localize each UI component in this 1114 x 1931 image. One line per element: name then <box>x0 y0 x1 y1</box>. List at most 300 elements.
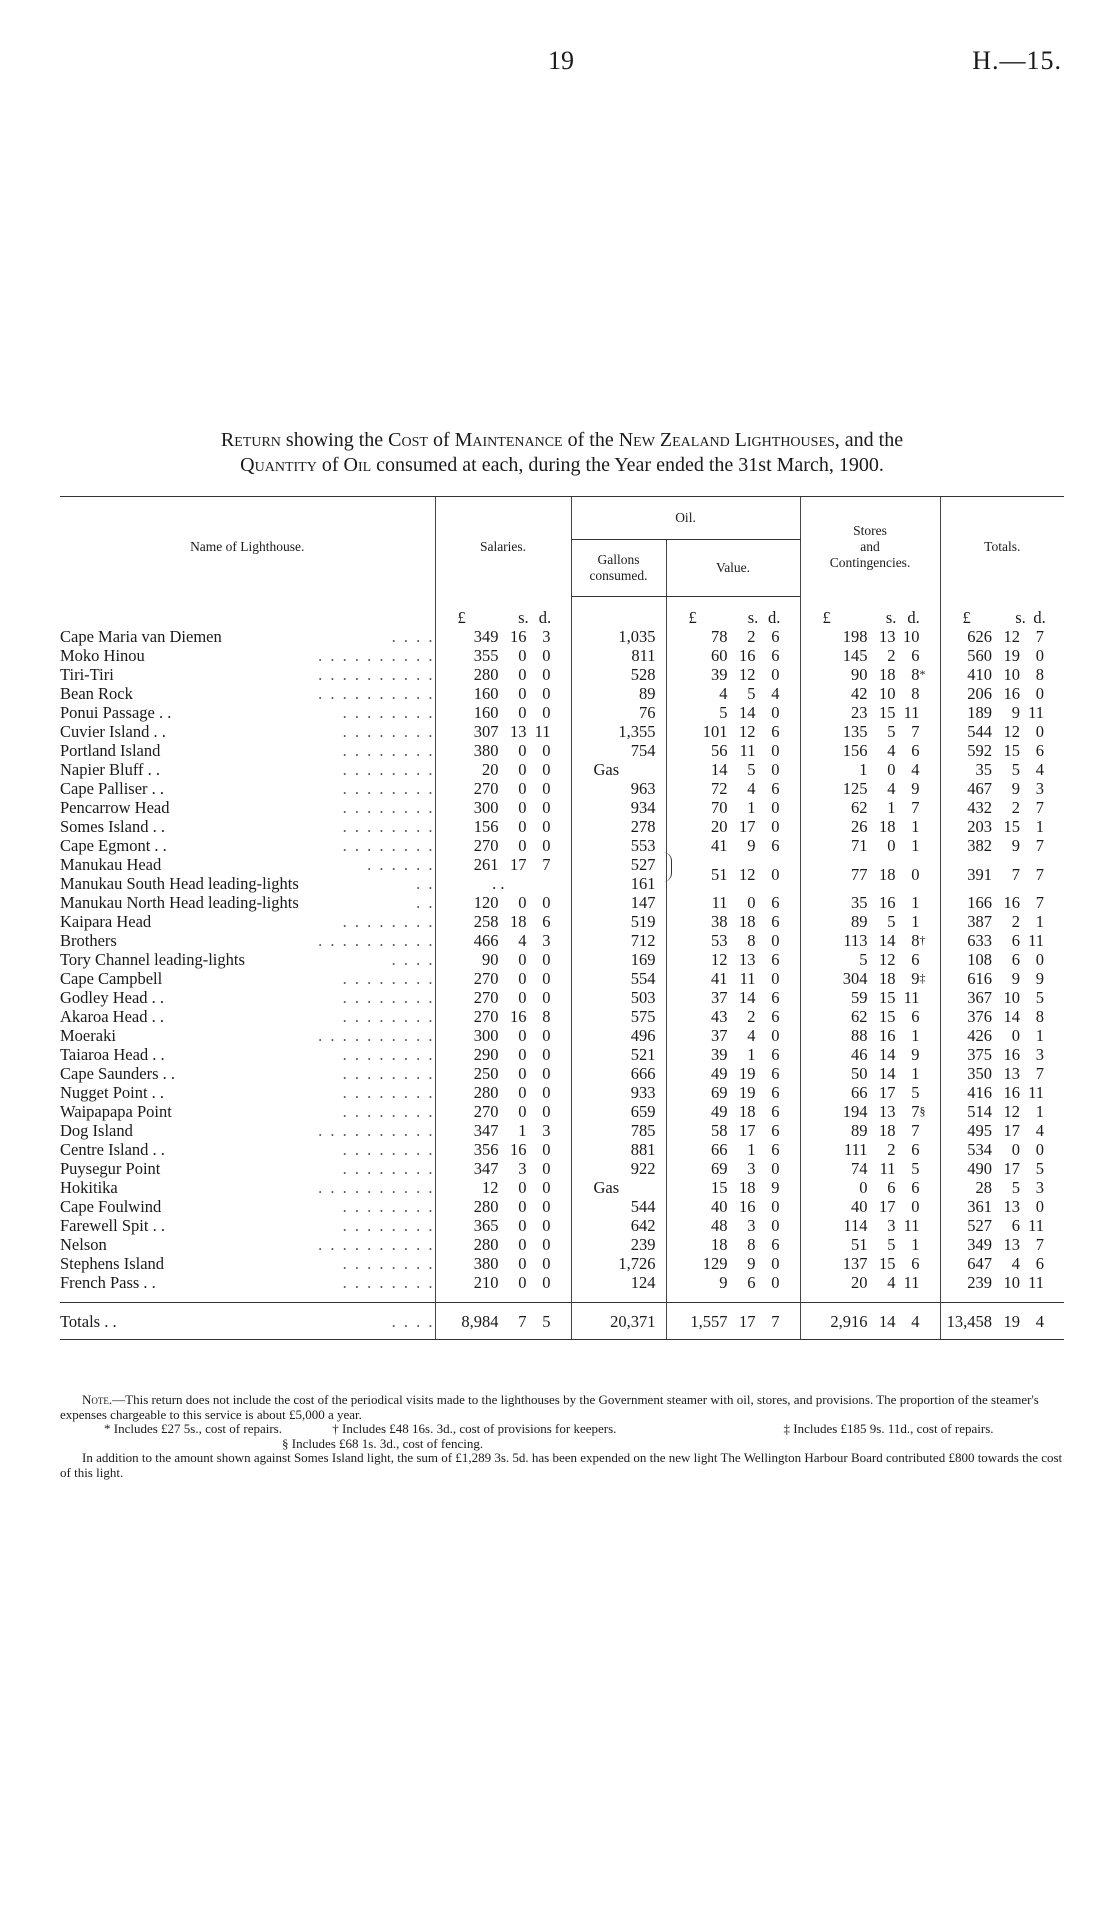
pounds: 41 <box>711 836 728 855</box>
gallons-cell <box>571 1140 666 1159</box>
pence: 5 <box>1035 1159 1045 1178</box>
unit-shilling: s. <box>1015 607 1026 627</box>
totals-cell <box>940 665 1064 684</box>
totals-cell <box>940 1064 1064 1083</box>
leader-dots: . . . . . . . . <box>342 741 435 760</box>
shillings: 14 <box>879 931 896 950</box>
shillings: 0 <box>887 836 896 855</box>
pounds: 382 <box>967 836 993 855</box>
stores-cell <box>800 1254 940 1273</box>
stores-cell <box>800 665 940 684</box>
shillings: 16 <box>510 627 527 646</box>
pence: 6 <box>1035 741 1045 760</box>
pence: 1 <box>911 912 920 931</box>
shillings: 0 <box>518 950 527 969</box>
shillings: 16 <box>1003 1045 1021 1064</box>
gallons-cell <box>571 1254 666 1273</box>
table-row <box>60 1121 1064 1140</box>
pence: 0 <box>542 665 551 684</box>
unit-pound: £ <box>688 607 697 627</box>
totals-cell <box>940 893 1064 912</box>
gallons-cell <box>571 988 666 1007</box>
lighthouse-name-cell <box>60 1273 435 1292</box>
shillings: 14 <box>879 1045 896 1064</box>
pounds: 49 <box>711 1064 728 1083</box>
pounds: 391 <box>967 864 993 884</box>
pence: 7 <box>911 722 920 741</box>
unit-pence: d. <box>538 607 552 627</box>
pounds: 129 <box>702 1254 728 1273</box>
pence: 0 <box>542 684 551 703</box>
shillings: 9 <box>1011 836 1021 855</box>
lighthouse-name: Somes Island . . <box>60 817 165 836</box>
stores-cell <box>800 1216 940 1235</box>
pence: 7 <box>1035 798 1045 817</box>
oil-value-cell <box>666 1159 800 1178</box>
pounds: 11 <box>711 893 728 912</box>
pence: 1 <box>911 1235 920 1254</box>
leader-dots: . . . . . . . . <box>342 1273 435 1292</box>
shillings: 13 <box>879 627 896 646</box>
table-row <box>60 988 1064 1007</box>
pounds: 355 <box>473 646 499 665</box>
totals-cell <box>940 741 1064 760</box>
gallons-consumed: 1,726 <box>618 1254 656 1273</box>
shillings: 18 <box>879 665 896 684</box>
lighthouse-name-cell <box>60 1254 435 1273</box>
pence: 11 <box>903 988 920 1007</box>
footnote-4: § Includes £68 1s. 3d., cost of fencing. <box>282 1435 484 1451</box>
pounds: 43 <box>711 1007 728 1026</box>
pence: 11 <box>1028 931 1045 950</box>
shillings: 6 <box>1011 1216 1021 1235</box>
leader-dots: . . . . . . . . <box>342 1007 435 1026</box>
gallons-cell <box>571 703 666 722</box>
pounds: 387 <box>967 912 993 931</box>
pounds: 41 <box>711 969 728 988</box>
shillings: 8 <box>747 931 756 950</box>
pounds: 14 <box>711 760 728 779</box>
salaries-cell <box>435 817 571 836</box>
lighthouse-name: Cape Saunders . . <box>60 1064 176 1083</box>
pounds: 108 <box>967 950 993 969</box>
table-row <box>60 779 1064 798</box>
shillings: 4 <box>887 779 896 798</box>
shillings: 18 <box>739 1178 756 1197</box>
lighthouse-name-cell <box>60 893 435 912</box>
gallons-cell <box>571 798 666 817</box>
pence: 0 <box>1035 1197 1045 1216</box>
totals-cell <box>940 1121 1064 1140</box>
gallons-cell <box>571 969 666 988</box>
oil-value-cell <box>666 969 800 988</box>
shillings: 15 <box>1003 817 1021 836</box>
pounds: 5 <box>859 950 868 969</box>
shillings: 17 <box>1003 1121 1021 1140</box>
pence: 11 <box>903 1273 920 1292</box>
pence: 6 <box>771 893 780 912</box>
pounds: 60 <box>711 646 728 665</box>
gallons-consumed: 922 <box>630 1159 656 1178</box>
leader-dots: . . . . . . . . . . <box>318 1178 435 1197</box>
gallons-consumed: 278 <box>630 817 656 836</box>
pence: 0 <box>542 741 551 760</box>
shillings: 0 <box>518 1083 527 1102</box>
totals-cell <box>940 1254 1064 1273</box>
pence: 11 <box>1028 703 1045 722</box>
gallons-consumed: 811 <box>631 646 656 665</box>
totals-cell <box>940 836 1064 855</box>
shillings: 9 <box>1011 779 1021 798</box>
gallons-cell <box>571 760 666 779</box>
pence: 1 <box>911 817 920 836</box>
pounds: 2,916 <box>830 1311 868 1331</box>
pence: 0 <box>542 646 551 665</box>
pounds: 198 <box>842 627 868 646</box>
pence: 0 <box>771 817 780 836</box>
table-row <box>60 1140 1064 1159</box>
pence: 0 <box>542 817 551 836</box>
totals-cell <box>940 1140 1064 1159</box>
pounds: 15 <box>711 1178 728 1197</box>
leader-dots: . . . . . . . . <box>342 836 435 855</box>
shillings: 16 <box>1003 893 1021 912</box>
pence: 7 <box>911 1102 920 1121</box>
pounds: 514 <box>967 1102 993 1121</box>
gallons-consumed: 124 <box>630 1273 656 1292</box>
shillings: 0 <box>887 760 896 779</box>
oil-value-cell <box>666 1140 800 1159</box>
pounds: 113 <box>843 931 868 950</box>
salaries-cell <box>435 1121 571 1140</box>
oil-value-cell <box>666 798 800 817</box>
leader-dots: . . <box>416 893 435 912</box>
shillings: 5 <box>887 912 896 931</box>
pence: 5 <box>911 1083 920 1102</box>
stores-cell <box>800 931 940 950</box>
lighthouse-name-cell <box>60 1216 435 1235</box>
pence: 10 <box>903 627 920 646</box>
footnote-1: * Includes £27 5s., cost of repairs. <box>104 1421 282 1436</box>
totals-cell <box>940 969 1064 988</box>
pence: 0 <box>542 703 551 722</box>
gallons-consumed: 963 <box>630 779 656 798</box>
gallons-cell <box>571 1178 666 1197</box>
pence: 4 <box>1035 1121 1045 1140</box>
shillings: 9 <box>1011 969 1021 988</box>
totals-label-cell <box>60 1303 435 1340</box>
shillings: 4 <box>518 931 527 950</box>
salaries-cell <box>435 1197 571 1216</box>
gallons-cell <box>571 1273 666 1292</box>
shillings: 1 <box>887 798 896 817</box>
gallons-cell <box>571 1303 666 1340</box>
pence: 9 <box>911 969 920 988</box>
pence: 0 <box>542 1235 551 1254</box>
pounds: 1,557 <box>690 1311 728 1331</box>
leader-dots: . . . . . . . . . . <box>318 1235 435 1254</box>
leader-dots: . . . . . . . . <box>342 798 435 817</box>
totals-cell <box>940 646 1064 665</box>
pounds: 59 <box>851 988 868 1007</box>
document-reference: H.—15. <box>972 46 1062 75</box>
pence: 0 <box>771 741 780 760</box>
salaries-cell <box>435 1064 571 1083</box>
unit-shilling: s. <box>747 607 759 627</box>
pounds: 495 <box>967 1121 993 1140</box>
pounds: 40 <box>851 1197 868 1216</box>
stores-cell <box>800 836 940 855</box>
shillings: 0 <box>518 1235 527 1254</box>
shillings: 18 <box>879 969 896 988</box>
lighthouse-name-cell <box>60 627 435 646</box>
lighthouse-name-cell <box>60 1064 435 1083</box>
table-row <box>60 1159 1064 1178</box>
lighthouse-name-cell <box>60 931 435 950</box>
pence: 0 <box>911 1197 920 1216</box>
table-row <box>60 741 1064 760</box>
pounds: 23 <box>851 703 868 722</box>
shillings: 10 <box>1003 665 1021 684</box>
lighthouse-name: Nelson <box>60 1235 107 1254</box>
totals-cell <box>940 1102 1064 1121</box>
totals-cell <box>940 1216 1064 1235</box>
pence: 6 <box>771 1045 780 1064</box>
pence: 3 <box>1035 1178 1045 1197</box>
stores-cell <box>800 1083 940 1102</box>
pence: 7 <box>911 798 920 817</box>
column-header-name: Name of Lighthouse. <box>60 497 435 597</box>
pounds: 189 <box>967 703 993 722</box>
pence: 0 <box>542 798 551 817</box>
pounds: 18 <box>711 1235 728 1254</box>
shillings: 6 <box>747 1273 756 1292</box>
oil-value-cell <box>666 988 800 1007</box>
oil-value-total <box>666 1303 800 1340</box>
pounds: 66 <box>711 1140 728 1159</box>
pounds: 62 <box>851 798 868 817</box>
pence: 0 <box>542 779 551 798</box>
salaries-cell <box>435 836 571 855</box>
gallons-cell <box>571 874 666 893</box>
pounds: 89 <box>851 1121 868 1140</box>
shillings: 15 <box>879 703 896 722</box>
shillings: 0 <box>518 1273 527 1292</box>
table-row <box>60 1064 1064 1083</box>
table-row <box>60 798 1064 817</box>
leader-dots: . . . . . . . . <box>342 1140 435 1159</box>
column-header-value: Value. <box>666 540 800 597</box>
stores-cell <box>800 1197 940 1216</box>
pence: 6 <box>911 1140 920 1159</box>
shillings: 9 <box>747 836 756 855</box>
pounds: 534 <box>967 1140 993 1159</box>
shillings: 0 <box>518 665 527 684</box>
pounds: 51 <box>851 1235 868 1254</box>
pounds: 1 <box>859 760 868 779</box>
pence: 0 <box>542 1254 551 1273</box>
shillings: 16 <box>739 1197 756 1216</box>
shillings: 1 <box>518 1121 527 1140</box>
gallons-cell <box>571 1121 666 1140</box>
lighthouse-name-cell <box>60 912 435 931</box>
pence: 0 <box>542 1197 551 1216</box>
table-row <box>60 950 1064 969</box>
column-header-stores <box>800 497 940 597</box>
shillings: 7 <box>1011 864 1021 884</box>
pounds: 49 <box>711 1102 728 1121</box>
gallons-consumed: 161 <box>630 874 656 893</box>
shillings: 15 <box>879 1007 896 1026</box>
gallons-consumed: 659 <box>630 1102 656 1121</box>
shillings: 2 <box>1011 912 1021 931</box>
title-word: Oil <box>343 454 372 476</box>
pence: 7 <box>542 855 551 874</box>
pence: 8 <box>911 684 920 703</box>
pounds: 349 <box>967 1235 993 1254</box>
pounds: 125 <box>842 779 868 798</box>
stores-cell <box>800 646 940 665</box>
pence: 7 <box>1035 627 1045 646</box>
stores-cell <box>800 1102 940 1121</box>
table-row <box>60 836 1064 855</box>
pounds: 361 <box>967 1197 993 1216</box>
pounds: 70 <box>711 798 728 817</box>
leader-dots: . . . . . . . . <box>342 969 435 988</box>
shillings: 4 <box>1011 1254 1021 1273</box>
unit-shilling: s. <box>885 607 897 627</box>
leader-dots: . . . . . . . . <box>342 1045 435 1064</box>
gallons-consumed: Gas <box>593 760 620 779</box>
totals-cell <box>940 703 1064 722</box>
oil-value-cell <box>666 741 800 760</box>
pence: 11 <box>534 722 551 741</box>
lighthouse-name: Cape Maria van Diemen <box>60 627 222 646</box>
pounds: 77 <box>851 864 868 884</box>
shillings: 0 <box>518 988 527 1007</box>
totals-label: Totals . . <box>60 1311 117 1331</box>
totals-cell <box>940 722 1064 741</box>
table-row <box>60 665 1064 684</box>
title-word: Cost <box>388 429 428 451</box>
shillings: 0 <box>518 1178 527 1197</box>
oil-value-cell <box>666 1121 800 1140</box>
shillings: 3 <box>887 1216 896 1235</box>
totals-cell <box>940 1235 1064 1254</box>
pounds: 239 <box>967 1273 993 1292</box>
totals-cell <box>940 1083 1064 1102</box>
pence: 0 <box>771 665 780 684</box>
lighthouse-name: Farewell Spit . . <box>60 1216 165 1235</box>
stores-cell <box>800 1026 940 1045</box>
lighthouse-name-cell <box>60 741 435 760</box>
pounds: 270 <box>473 988 499 1007</box>
salaries-cell <box>435 722 571 741</box>
gallons-cell <box>571 646 666 665</box>
lighthouse-name: Godley Head . . <box>60 988 165 1007</box>
shillings: 12 <box>739 665 756 684</box>
title-word: New Zealand Lighthouses <box>618 429 835 451</box>
shillings: 0 <box>518 646 527 665</box>
lighthouse-name: Moko Hinou <box>60 646 145 665</box>
leader-dots: . . . . . . . . <box>342 779 435 798</box>
pounds: 20 <box>482 760 499 779</box>
notes-section <box>60 1393 1064 1480</box>
pence: 8 <box>1035 1007 1045 1026</box>
pounds: 544 <box>967 722 993 741</box>
shillings: 8 <box>747 1235 756 1254</box>
pounds: 270 <box>473 836 499 855</box>
pounds: 53 <box>711 931 728 950</box>
leader-dots: . . . . . . . . <box>342 1197 435 1216</box>
oil-value-cell <box>666 1216 800 1235</box>
pounds: 35 <box>851 893 868 912</box>
gallons-consumed: 76 <box>639 703 656 722</box>
pence: 6 <box>911 1178 920 1197</box>
lighthouse-name-cell <box>60 1026 435 1045</box>
stores-cell <box>800 1140 940 1159</box>
salaries-cell <box>435 1045 571 1064</box>
table-row <box>60 1045 1064 1064</box>
leader-dots: . . . . <box>391 950 435 969</box>
table-row <box>60 931 1064 950</box>
pounds: 135 <box>842 722 868 741</box>
shillings: 16 <box>1003 1083 1021 1102</box>
lighthouse-name: Cape Foulwind <box>60 1197 162 1216</box>
totals-cell <box>940 988 1064 1007</box>
salaries-cell <box>435 1216 571 1235</box>
pence: 1 <box>1035 912 1045 931</box>
leader-dots: . . . . . . . . <box>342 817 435 836</box>
gallons-cell <box>571 1007 666 1026</box>
pence: 4 <box>771 684 780 703</box>
pounds: 160 <box>473 684 499 703</box>
shillings: 17 <box>739 1121 756 1140</box>
shillings: 13 <box>1003 1064 1021 1083</box>
pounds: 156 <box>473 817 499 836</box>
pounds: 203 <box>967 817 993 836</box>
pence: 6 <box>542 912 551 931</box>
lighthouse-name-cell <box>60 1121 435 1140</box>
lighthouse-name: Akaroa Head . . <box>60 1007 164 1026</box>
salaries-cell <box>435 779 571 798</box>
shillings: 9 <box>747 1254 756 1273</box>
shillings: 0 <box>518 1045 527 1064</box>
shillings: 0 <box>518 1197 527 1216</box>
shillings: 18 <box>739 1102 756 1121</box>
shillings: 18 <box>879 1121 896 1140</box>
pounds: 426 <box>967 1026 993 1045</box>
column-header-oil: Oil. <box>571 497 800 540</box>
gallons-cell <box>571 1064 666 1083</box>
pounds: 145 <box>842 646 868 665</box>
pounds: 349 <box>473 627 499 646</box>
leader-dots: . . . . <box>391 627 435 646</box>
pounds: 89 <box>851 912 868 931</box>
shillings: 13 <box>1003 1197 1021 1216</box>
pence: 0 <box>542 1178 551 1197</box>
gallons-cell <box>571 665 666 684</box>
table-row <box>60 855 1064 874</box>
footnote-3: ‡ Includes £185 9s. 11d., cost of repairs. <box>783 1421 994 1436</box>
pence: 0 <box>542 893 551 912</box>
stores-cell <box>800 1007 940 1026</box>
stores-cell <box>800 741 940 760</box>
pence: 6 <box>911 741 920 760</box>
totals-cell <box>940 931 1064 950</box>
gallons-cell <box>571 893 666 912</box>
lighthouse-name-cell <box>60 817 435 836</box>
